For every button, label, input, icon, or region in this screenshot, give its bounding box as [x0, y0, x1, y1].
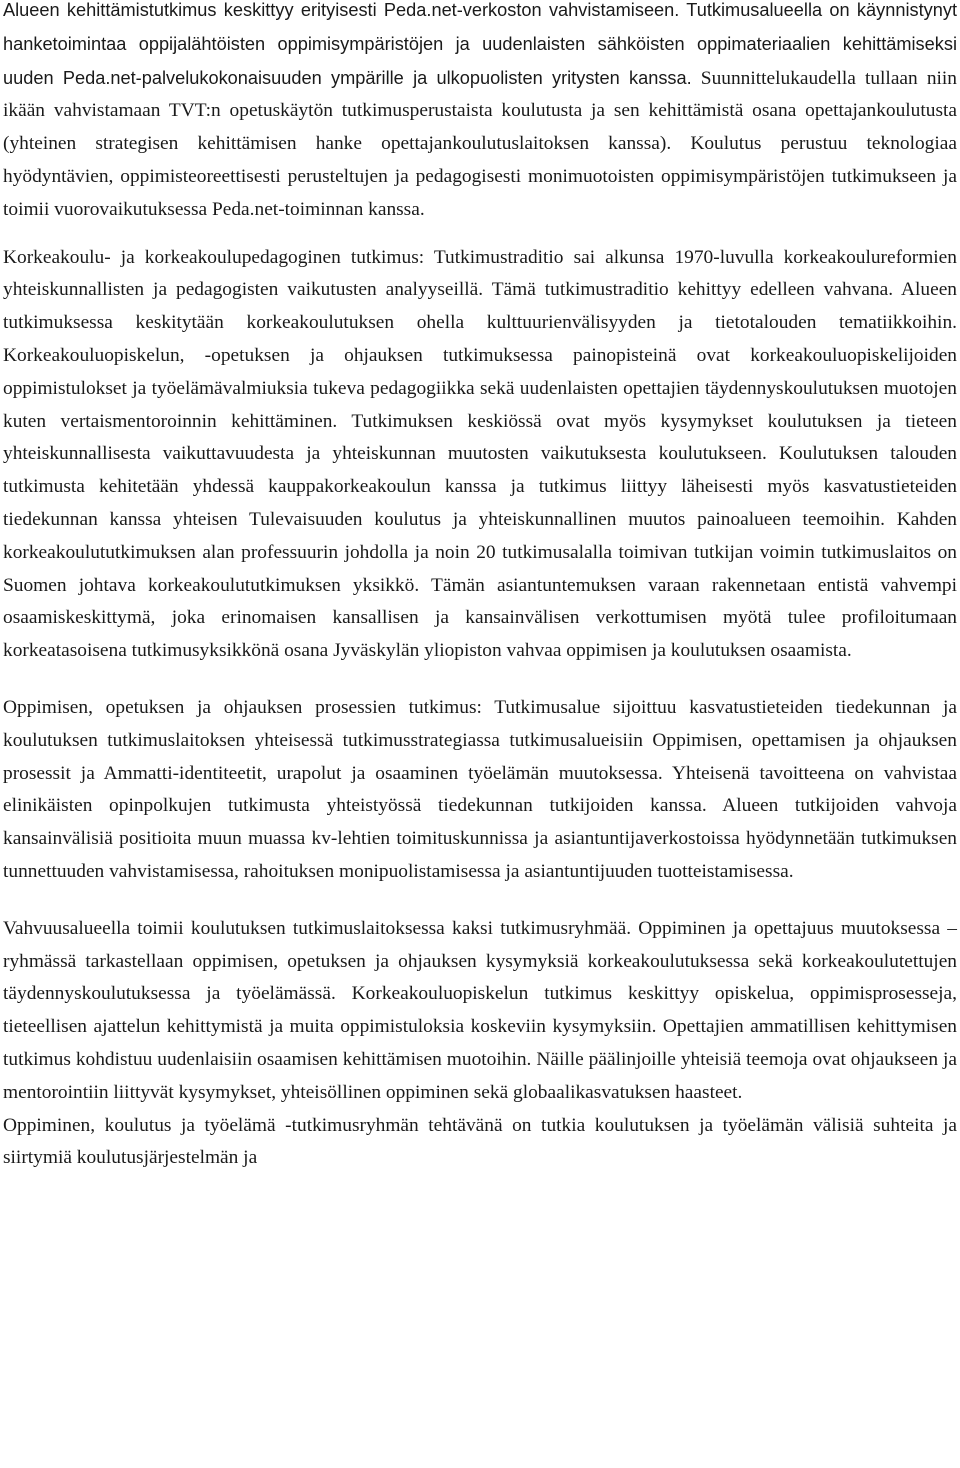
paragraph-peda-net-sans-part: Alueen kehittämistutkimus keskittyy erityisesti Peda.net-verkoston vahvistamiseen. Tutkimusalueella on käynnistynyt hanketoimintaa oppijalähtöisten oppimisympäristöjen ja uudenlaisten sähköisten oppimateriaalien kehittämiseksi uuden Peda.net-palvelukokonaisuuden ympärille ja ulkopuolisten yritysten kanssa. [3, 0, 957, 88]
paragraph-peda-net [3, 0, 957, 227]
paragraph-learning-processes-research: Oppimisen, opetuksen ja ohjauksen prosessien tutkimus: Tutkimusalue sijoittuu kasvatustieteiden tiedekunnan ja koulutuksen tutkimuslaitoksen yhteisessä tutkimusstrategiassa tutkimusalueisiin Oppimisen, opettamisen ja ohjauksen prosessit ja Ammatti-identiteetit, urapolut ja osaaminen työelämän muutoksessa. Yhteisenä tavoitteena on vahvistaa elinikäisten opinpolkujen tutkimusta yhteistyössä tiedekunnan tutkijoiden kanssa. Alueen tutkijoiden vahvoja kansainvälisiä positioita muun muassa kv-lehtien toimituskunnissa ja asiantuntijaverkostoissa hyödynnetään tutkimuksen tunnettuuden vahvistamisessa, rahoituksen monipuolistamisessa ja asiantuntijuuden tuotteistamisessa. [3, 696, 957, 882]
paragraph-research-groups: Vahvuusalueella toimii koulutuksen tutkimuslaitoksessa kaksi tutkimusryhmää. Oppiminen ja opettajuus muutoksessa –ryhmässä tarkastellaan oppimisen, opetuksen ja ohjauksen kysymyksiä korkeakoulutuksessa sekä korkeakoulutettujen täydennyskoulutuksessa ja työelämässä. Korkeakouluopiskelun tutkimus keskittyy opiskelua, oppimisprosesseja, tieteellisen ajattelun kehittymistä ja muita oppimistuloksia koskeviin kysymyksiin. Opettajien ammatillisen kehittymisen tutkimus kohdistuu uudenlaisiin osaamisen kehittämisen muotoihin. Näille päälinjoille yhteisiä teemoja ovat ohjaukseen ja mentorointiin liittyvät kysymykset, yhteisöllinen oppiminen sekä globaalikasvatuksen haasteet. [3, 917, 957, 1103]
paragraph-learning-education-working-life: Oppiminen, koulutus ja työelämä -tutkimusryhmän tehtävänä on tutkia koulutuksen ja työelämän välisiä suhteita ja siirtymiä koulutusjärjestelmän ja [3, 1114, 957, 1169]
paragraph-gap [3, 227, 957, 242]
paragraph-gap [3, 889, 957, 913]
paragraph-gap [3, 668, 957, 692]
paragraph-higher-education-research: Korkeakoulu- ja korkeakoulupedagoginen tutkimus: Tutkimustraditio sai alkunsa 1970-luvulla korkeakoulureformien yhteiskunnallisten ja pedagogisten vaikutusten analyyseillä. Tämä tutkimustraditio kehittyy edelleen vahvana. Alueen tutkimuksessa keskitytään korkeakoulutuksen ohella kulttuurienvälisyyden ja tietotalouden tematiikkoihin. Korkeakouluopiskelun, -opetuksen ja ohjauksen tutkimuksessa painopisteinä ovat korkeakouluopiskelijoiden oppimistulokset ja työelämävalmiuksia tukeva pedagogiikka sekä uudenlaisten opettajien täydennyskoulutuksen muotojen kuten vertaismentoroinnin kehittäminen. Tutkimuksen keskiössä ovat myös kysymykset koulutuksen ja tieteen yhteiskunnallisesta vaikuttavuudesta ja yhteiskunnan muutosten vaikutuksesta koulutukseen. Koulutuksen talouden tutkimusta kehitetään yhdessä kauppakorkeakoulun kanssa ja tutkimus liittyy läheisesti myös kasvatustieteiden tiedekunnan kanssa yhteisen Tulevaisuuden koulutus ja yhteiskunnallinen muutos painoalueen teemoihin. Kahden korkeakoulututkimuksen alan professuurin johdolla ja noin 20 tutkimusalalla toimivan tutkijan voimin tutkimuslaitos on Suomen johtava korkeakoulututkimuksen yksikkö. Tämän asiantuntemuksen varaan rakennetaan entistä vahvempi osaamiskeskittymä, joka erinomaisen kansallisen ja kansainvälisen verkottumisen myötä tulee profiloitumaan korkeatasoisena tutkimusyksikkönä osana Jyväskylän yliopiston vahvaa oppimisen ja koulutuksen osaamista. [3, 246, 957, 662]
document-page [3, 0, 957, 1175]
paragraph-peda-net-training-part: Koulutus perustuu teknologiaa hyödyntävien, oppimisteoreettisesti perusteltujen ja pedagogisesti monimuotoisten oppimisympäristöjen tutkimukseen ja toimii vuorovaikutuksessa Peda.net-toiminnan kanssa. [3, 133, 957, 220]
paragraph-peda-net-planning-part: Suunnittelukaudella tullaan niin ikään vahvistamaan TVT:n opetuskäytön tutkimusperustaista koulutusta ja sen kehittämistä osana opettajankoulutusta (yhteinen strategisen kehittämisen hanke opettajankoulutuslaitoksen kanssa). [3, 67, 957, 155]
